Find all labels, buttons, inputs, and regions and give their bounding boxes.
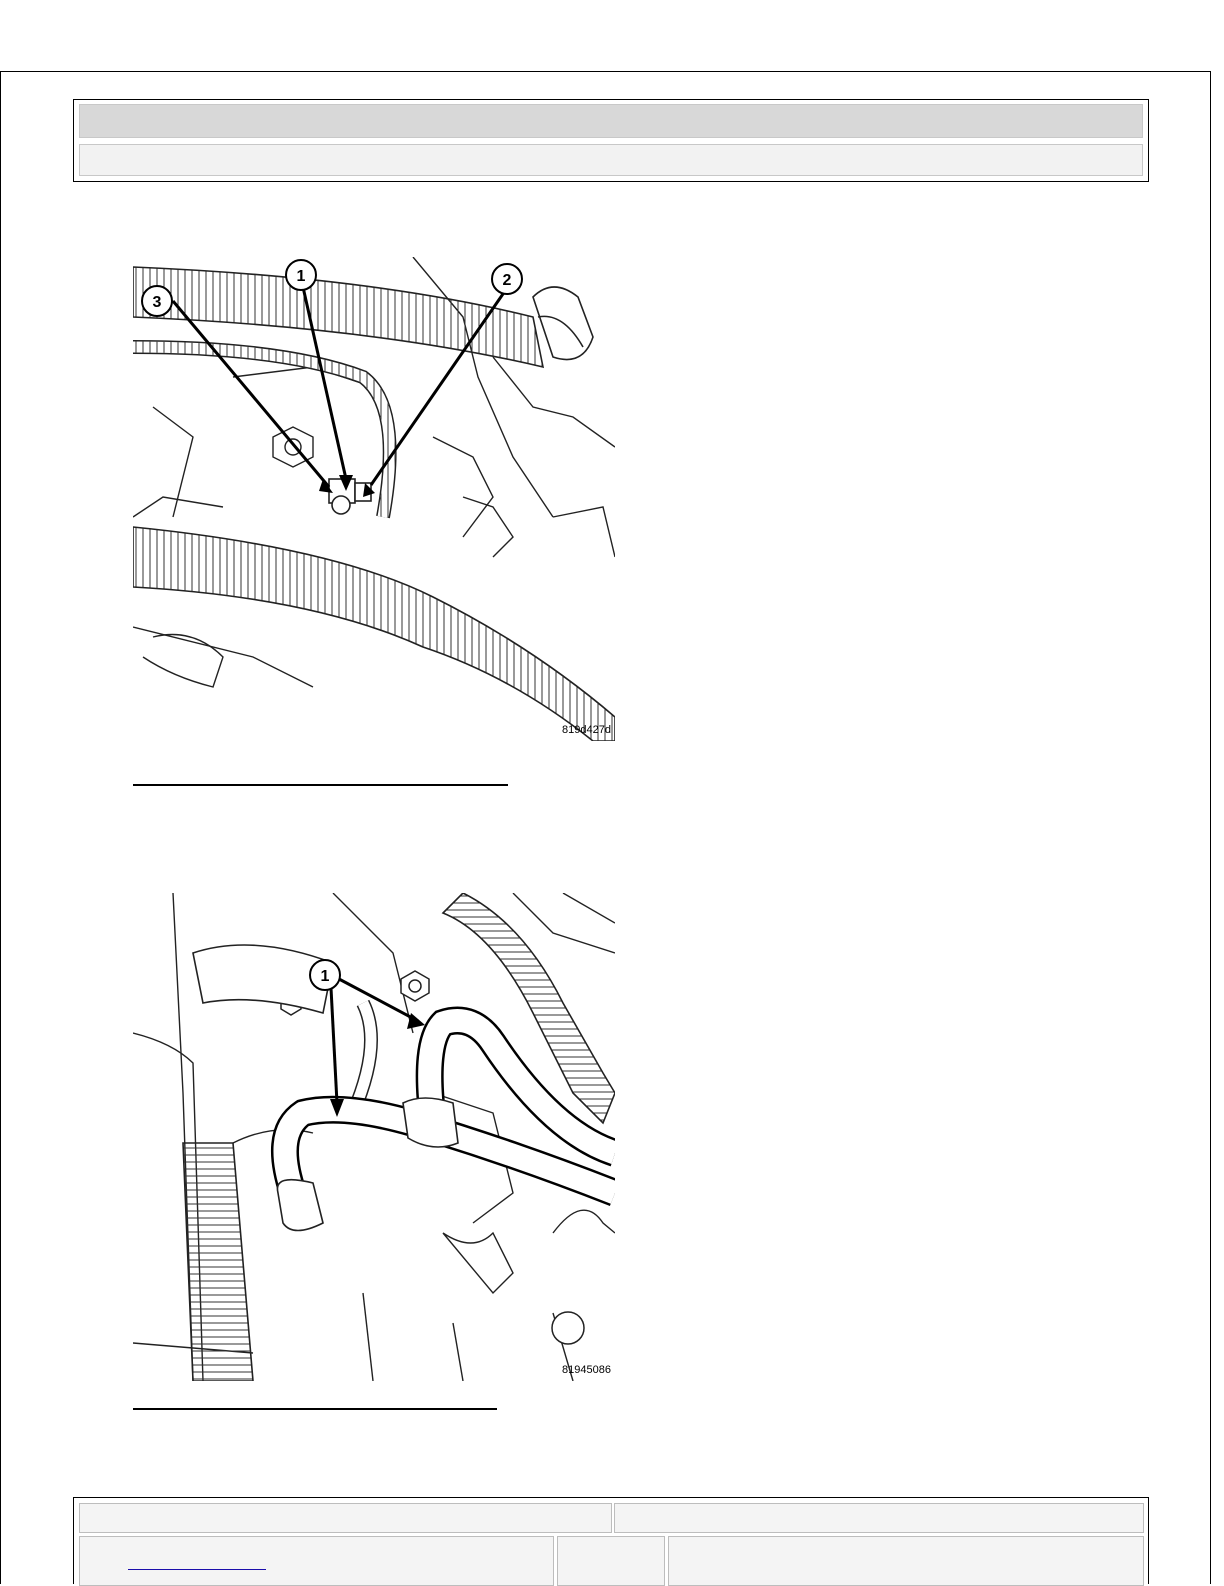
figure-1-drawing (133, 257, 615, 741)
document-header (73, 99, 1149, 182)
callout-3-label: 3 (152, 294, 162, 311)
footer-cell-5 (668, 1536, 1144, 1586)
figure-1-code: 819d427d (562, 724, 611, 736)
figure-2-drawing (133, 893, 615, 1381)
figure-2-caption-rule (133, 1408, 497, 1410)
footer-link[interactable] (128, 1555, 266, 1570)
figure-2-code: 81945086 (562, 1364, 611, 1376)
callout-1-label: 1 (320, 968, 330, 985)
callout-2-label: 2 (502, 272, 512, 289)
header-subtitle (79, 144, 1143, 176)
footer-cell-2 (614, 1503, 1144, 1533)
callout-1-label: 1 (296, 268, 306, 285)
footer-cell-1 (79, 1503, 612, 1533)
document-footer (73, 1497, 1149, 1584)
figure-2-illustration (133, 893, 615, 1381)
header-title (79, 104, 1143, 138)
figure-1-caption-rule (133, 784, 508, 786)
figure-1-illustration (133, 257, 615, 741)
footer-cell-4 (557, 1536, 665, 1586)
footer-cell-3 (79, 1536, 554, 1586)
